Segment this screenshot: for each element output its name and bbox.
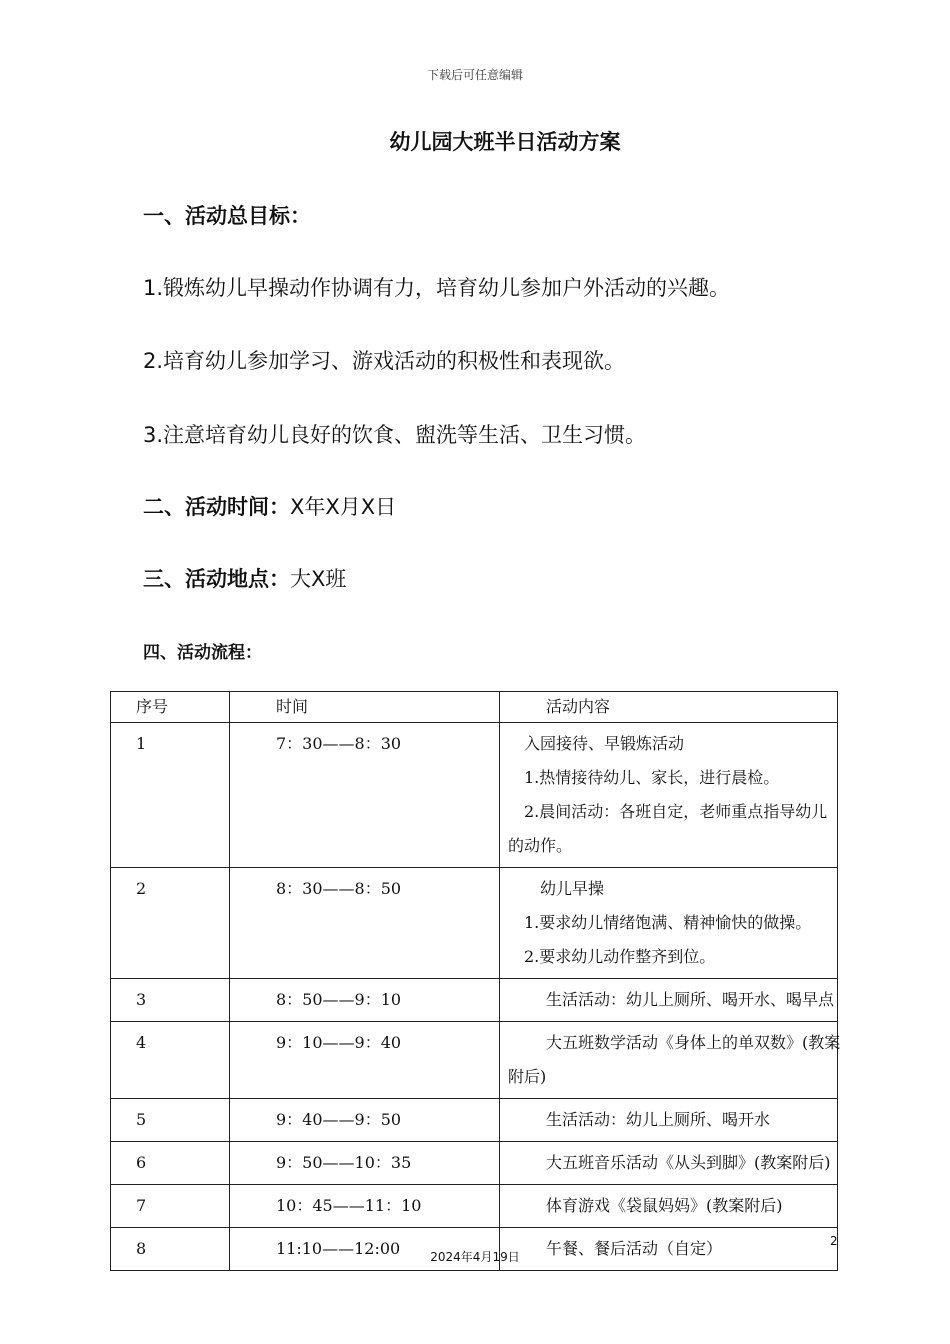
content-line: 1.热情接待幼儿、家长，进行晨检。: [524, 768, 780, 787]
table-row: [111, 1185, 838, 1228]
table-row: [111, 1142, 838, 1185]
row-time: 11:10——12:00: [230, 1228, 500, 1271]
header-content: 活动内容: [500, 692, 838, 723]
content-line: 幼儿早操: [540, 879, 605, 898]
content-line: 大五班数学活动《身体上的单双数》(教案: [546, 1033, 841, 1052]
row-no: 3: [111, 979, 230, 1022]
row-content: [500, 1099, 838, 1142]
row-no: 4: [111, 1022, 230, 1099]
header-note: 下载后可任意编辑: [426, 68, 523, 82]
row-no: 8: [111, 1228, 230, 1271]
goal-item-3: 3.注意培育幼儿良好的饮食、盥洗等生活、卫生习惯。: [143, 423, 647, 447]
goal-item-1: 1.锻炼幼儿早操动作协调有力，培育幼儿参加户外活动的兴趣。: [143, 276, 731, 300]
row-no: 1: [111, 723, 230, 868]
content-line: 附后): [508, 1067, 547, 1086]
section-activity-time: [143, 491, 396, 521]
activity-time-label: 二、活动时间：: [143, 495, 290, 519]
row-time: 9：50——10：35: [230, 1142, 500, 1185]
row-no: 5: [111, 1099, 230, 1142]
table-row: [111, 1099, 838, 1142]
content-line: 大五班音乐活动《从头到脚》(教案附后): [546, 1153, 831, 1172]
row-content: [500, 979, 838, 1022]
row-no: 7: [111, 1185, 230, 1228]
table-row: [111, 979, 838, 1022]
table-row: [111, 1022, 838, 1099]
activity-location-value: 大X班: [290, 567, 347, 591]
content-line: 午餐、餐后活动（自定）: [546, 1239, 723, 1258]
row-time: 10：45——11：10: [230, 1185, 500, 1228]
row-content: [500, 868, 838, 979]
content-line: 的动作。: [508, 836, 573, 855]
content-line: 入园接待、早锻炼活动: [524, 734, 685, 753]
row-time: 8：50——9：10: [230, 979, 500, 1022]
row-no: 6: [111, 1142, 230, 1185]
page-number: 2: [830, 1234, 838, 1248]
row-no: 2: [111, 868, 230, 979]
row-content: [500, 1185, 838, 1228]
footer-date: 2024年4月19日: [430, 1250, 520, 1264]
section-heading-process: 四、活动流程：: [143, 643, 262, 663]
row-content: [500, 1022, 841, 1099]
row-content: [500, 1142, 838, 1185]
header-no: 序号: [111, 692, 230, 723]
content-line: 体育游戏《袋鼠妈妈》(教案附后): [546, 1196, 783, 1215]
activity-time-value: X年X月X日: [290, 495, 397, 519]
row-time: 7：30——8：30: [230, 723, 500, 868]
goal-item-2: 2.培育幼儿参加学习、游戏活动的积极性和表现欲。: [143, 349, 626, 373]
content-line: 2.晨间活动：各班自定，老师重点指导幼儿: [524, 802, 828, 821]
content-line: 2.要求幼儿动作整齐到位。: [524, 947, 716, 966]
content-line: 生活活动：幼儿上厕所、喝开水: [546, 1110, 771, 1129]
section-heading-goals: 一、活动总目标：: [143, 204, 311, 228]
page-title: 幼儿园大班半日活动方案: [389, 130, 621, 154]
content-line: 1.要求幼儿情绪饱满、精神愉快的做操。: [524, 913, 812, 932]
table-header-row: [111, 692, 838, 723]
header-time: 时间: [230, 692, 500, 723]
table-row: [111, 723, 838, 868]
activity-location-label: 三、活动地点：: [143, 567, 290, 591]
section-activity-location: [143, 563, 346, 593]
content-line: 生活活动：幼儿上厕所、喝开水、喝早点: [546, 990, 835, 1009]
table-row: [111, 868, 838, 979]
row-time: 8：30——8：50: [230, 868, 500, 979]
activity-process-table: [110, 691, 841, 1271]
row-time: 9：10——9：40: [230, 1022, 500, 1099]
row-time: 9：40——9：50: [230, 1099, 500, 1142]
row-content: [500, 723, 838, 868]
